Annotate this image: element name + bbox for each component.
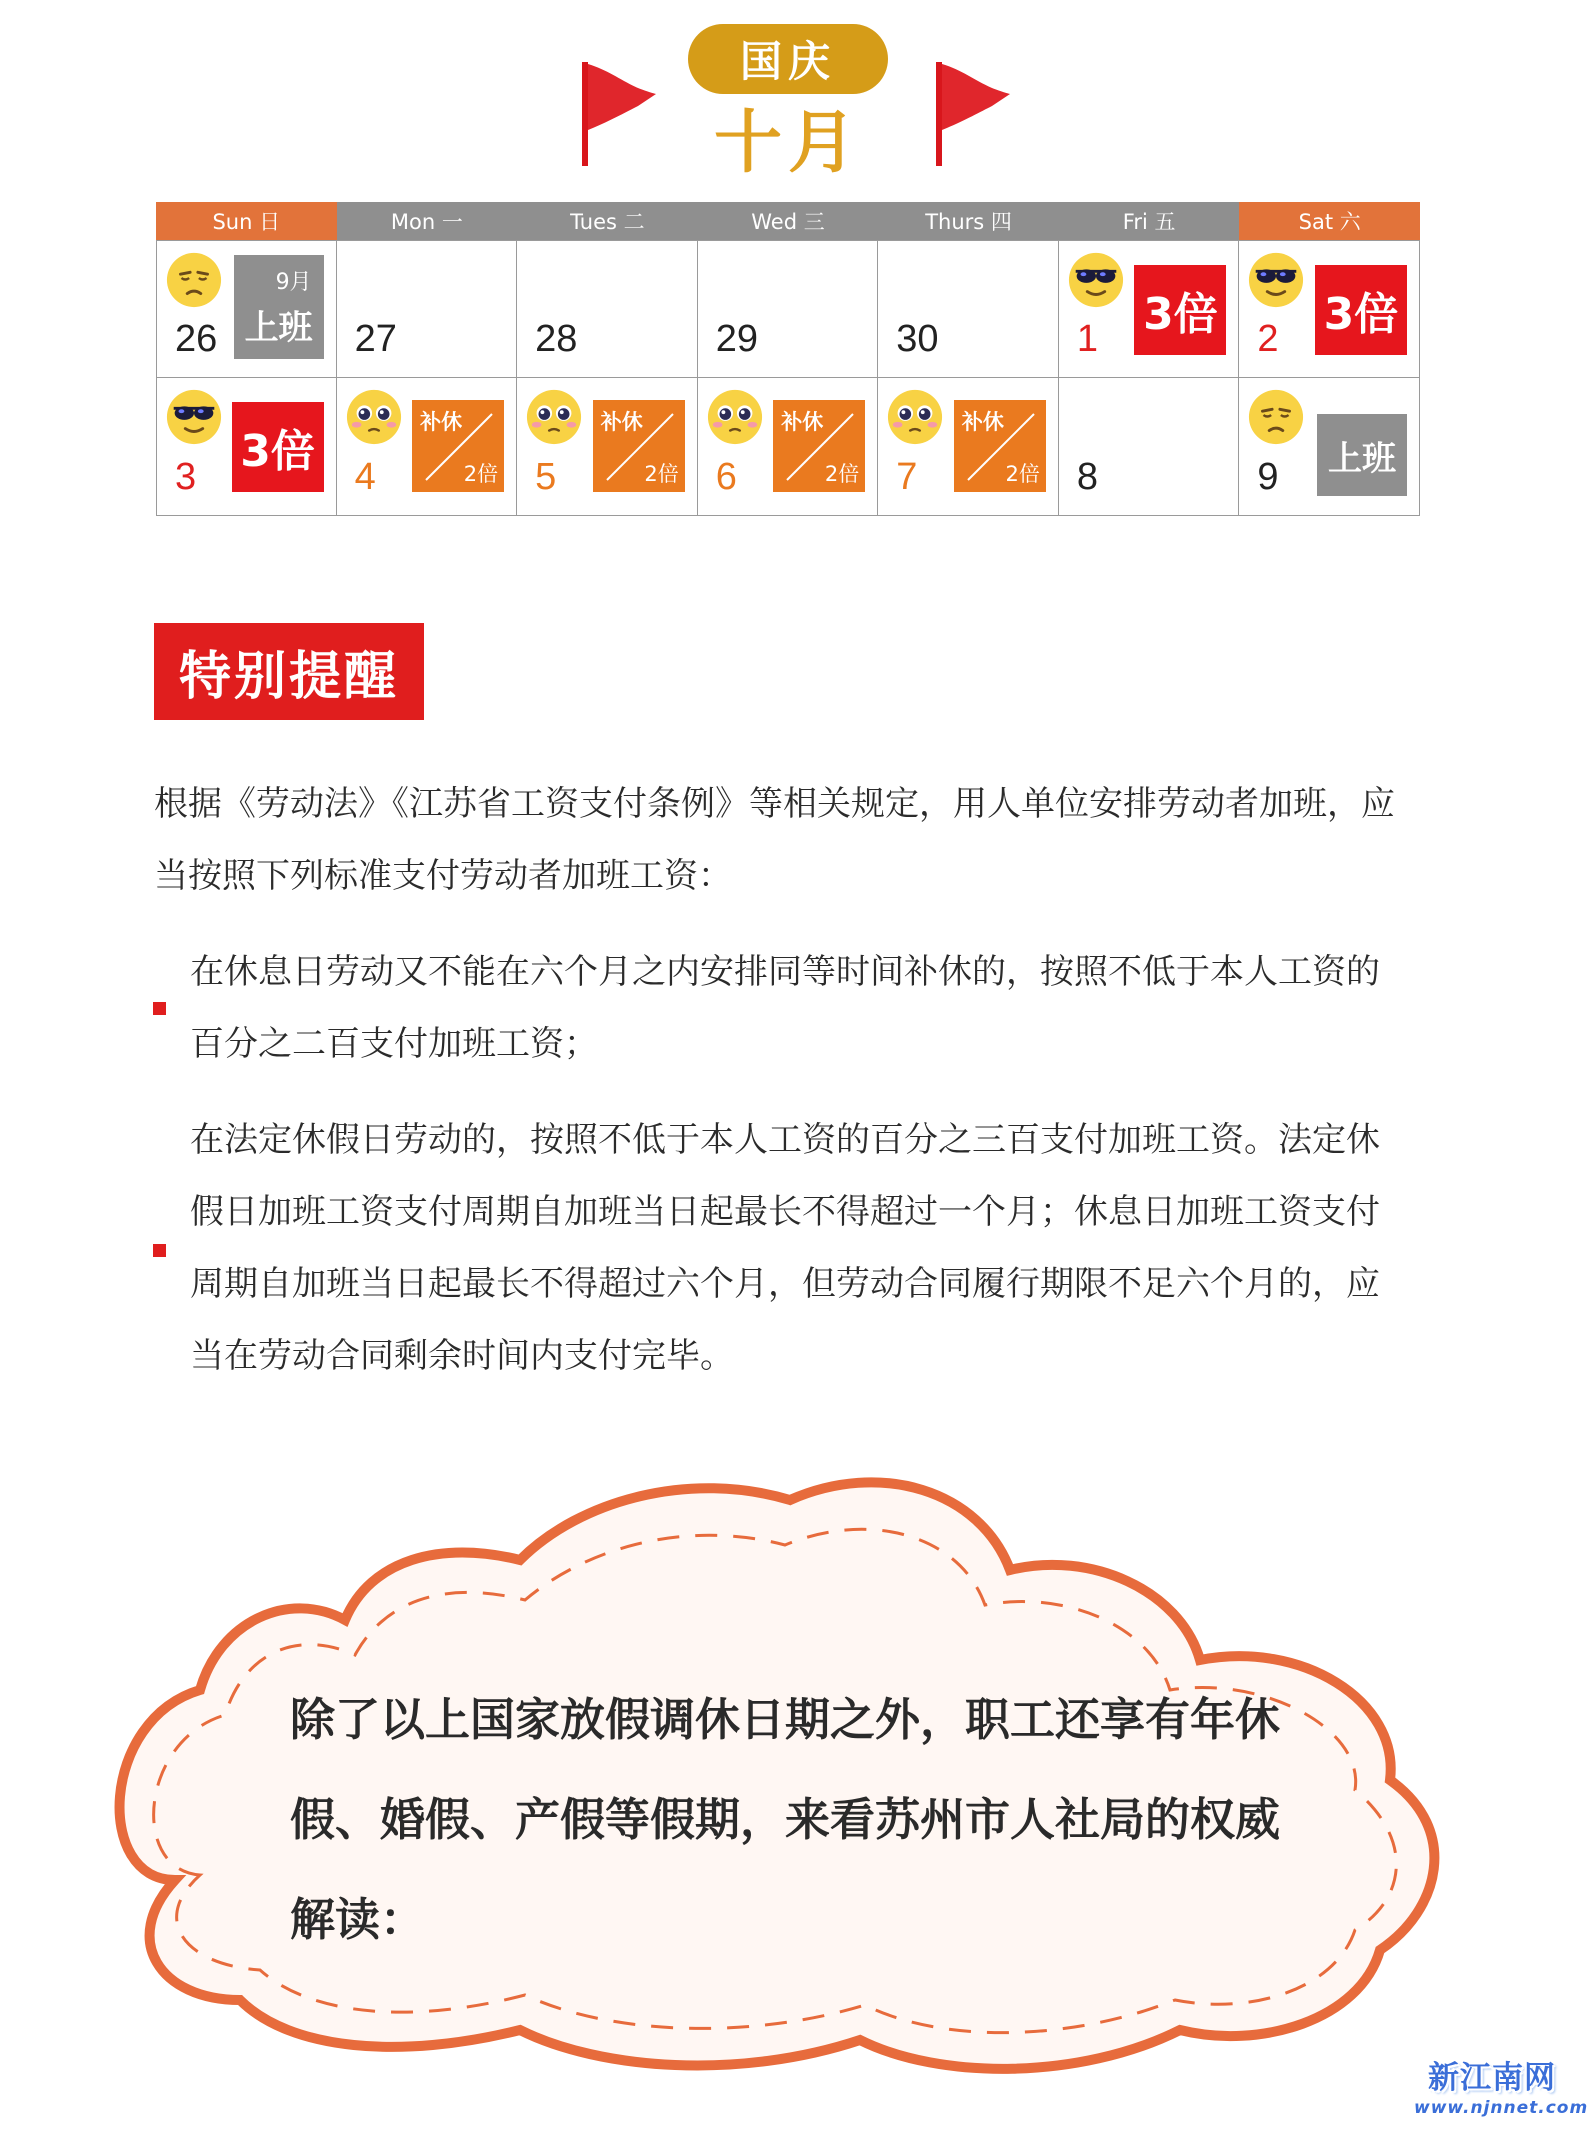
pleading-face-icon: [886, 388, 944, 446]
pleading-face-icon: [525, 388, 583, 446]
day-number: 4: [354, 456, 376, 498]
workday-label: 上班: [244, 308, 313, 348]
sunglasses-face-icon: [1067, 251, 1125, 309]
calendar-day: [878, 378, 1059, 516]
weekday-thu: Thurs 四: [878, 202, 1059, 240]
watermark-logo: 新江南网: [1428, 2060, 1556, 2096]
comp-leave-tag: [954, 400, 1046, 492]
calendar-day: [1239, 378, 1420, 516]
calendar-day: [1059, 240, 1240, 378]
calendar-day: [337, 240, 518, 378]
pleading-face-icon: [706, 388, 764, 446]
holiday-calendar: [156, 202, 1420, 516]
day-number: 29: [715, 318, 758, 360]
unhappy-face-icon: [165, 251, 223, 309]
calendar-day: [698, 378, 879, 516]
comp-leave-label: 补休: [781, 410, 824, 434]
triple-pay-tag: 3倍: [232, 402, 324, 492]
cloud-callout-text: 除了以上国家放假调休日期之外，职工还享有年休假、婚假、产假等假期，来看苏州市人社局的权威解读：: [290, 1693, 1281, 1946]
day-number: 7: [896, 456, 918, 498]
comp-leave-label: 补休: [600, 410, 643, 434]
unhappy-face-icon: [1247, 388, 1305, 446]
weekday-wed: Wed 三: [698, 202, 879, 240]
calendar-day: [517, 240, 698, 378]
special-reminder-banner: 特别提醒: [154, 623, 424, 720]
watermark-url: www.njnnet.com: [1414, 2098, 1588, 2118]
triple-pay-tag: 3倍: [1315, 265, 1407, 355]
month-title: 十月: [713, 104, 862, 183]
day-number: 3: [175, 456, 197, 498]
rule-paragraph: 在休息日劳动又不能在六个月之内安排同等时间补休的，按照不低于本人工资的百分之二百支付加班工资；: [190, 952, 1380, 1064]
calendar-day: [517, 378, 698, 516]
day-number: 2: [1257, 318, 1279, 360]
bullet-marker: [153, 1002, 166, 1015]
calendar-day: [337, 378, 518, 516]
day-number: 9: [1257, 456, 1279, 498]
day-number: 5: [535, 456, 557, 498]
weekday-tue: Tues 二: [517, 202, 698, 240]
calendar-day: [1239, 240, 1420, 378]
calendar-day: [156, 240, 337, 378]
double-pay-label: 2倍: [644, 462, 679, 486]
rule-paragraph: 在法定休假日劳动的，按照不低于本人工资的百分之三百支付加班工资。法定休假日加班工资支付周期自加班当日起最长不得超过一个月；休息日加班工资支付周期自加班当日起最长不得超过六个月，但劳动合同履行期限不足六个月的，应当在劳动合同剩余时间内支付完毕。: [190, 1120, 1380, 1376]
workday-tag: [234, 255, 324, 359]
holiday-badge: 国庆: [688, 24, 888, 94]
comp-leave-label: 补休: [961, 410, 1004, 434]
workday-tag: [1317, 414, 1407, 496]
weekday-sun: Sun 日: [156, 202, 337, 240]
bullet-marker: [153, 1244, 166, 1257]
red-flag-icon: [578, 58, 658, 168]
day-number: 30: [896, 318, 939, 360]
weekday-sat: Sat 六: [1239, 202, 1420, 240]
day-number: 6: [715, 456, 737, 498]
day-number: 8: [1076, 456, 1098, 498]
day-number: 28: [535, 318, 578, 360]
month-note: 9月: [275, 270, 312, 295]
intro-paragraph: 根据《劳动法》《江苏省工资支付条例》等相关规定，用人单位安排劳动者加班，应当按照下列标准支付劳动者加班工资：: [154, 784, 1395, 896]
calendar-day: [698, 240, 879, 378]
comp-leave-tag: [773, 400, 865, 492]
weekday-fri: Fri 五: [1059, 202, 1240, 240]
comp-leave-tag: [593, 400, 685, 492]
day-number: 26: [175, 318, 218, 360]
calendar-day: [1059, 378, 1240, 516]
calendar-day: [156, 378, 337, 516]
pleading-face-icon: [345, 388, 403, 446]
sunglasses-face-icon: [1247, 251, 1305, 309]
double-pay-label: 2倍: [463, 462, 499, 486]
weekday-mon: Mon 一: [337, 202, 518, 240]
comp-leave-label: 补休: [420, 410, 463, 434]
double-pay-label: 2倍: [1005, 462, 1040, 486]
red-flag-icon: [932, 58, 1012, 168]
day-number: 27: [354, 318, 397, 360]
double-pay-label: 2倍: [824, 462, 860, 486]
triple-pay-tag: 3倍: [1134, 265, 1226, 355]
calendar-day: [878, 240, 1059, 378]
comp-leave-tag: [412, 400, 504, 492]
workday-label: 上班: [1327, 438, 1396, 479]
sunglasses-face-icon: [165, 388, 223, 446]
day-number: 1: [1076, 318, 1098, 360]
